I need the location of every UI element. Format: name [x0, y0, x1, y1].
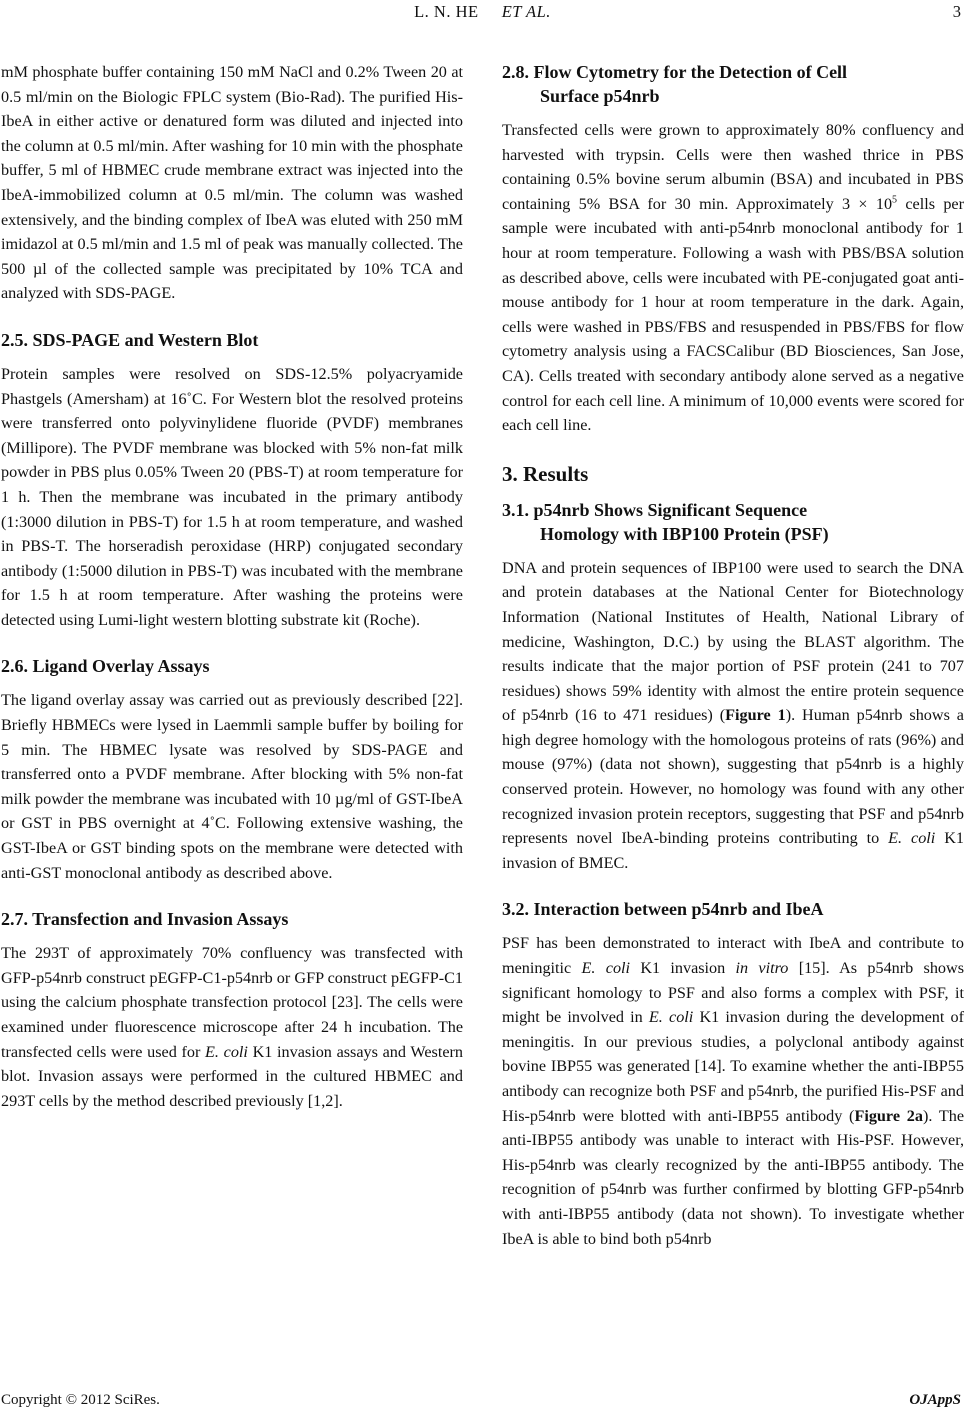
superscript-exponent: 5 — [892, 194, 898, 206]
section-2-7-text: The 293T of approximately 70% confluency was transfected with GFP-p54nrb construct pEGFP-C1-p54nrb or GFP construct pEGFP-C1 using the calcium phosphate transfection protocol [23]. The cells were examined under fluorescence microscope after 24 h incubation. The transfected cells were used for E. coli K1 invasion assays and Western blot. Invasion assays were performed in the cultured HBMEC and 293T cells by the method described previously [1,2]. — [1, 944, 463, 1110]
running-head — [0, 2, 965, 22]
species-name: E. coli — [205, 1042, 248, 1061]
running-head-authors: L. N. HE — [414, 2, 479, 21]
page-footer — [0, 1392, 965, 1414]
figure-1-ref: Figure 1 — [725, 706, 786, 725]
paragraph-continued: mM phosphate buffer containing 150 mM NaCl and 0.2% Tween 20 at 0.5 ml/min on the Biologic FPLC system (Bio-Rad). The purified His-IbeA in either active or denatured form was diluted and injected into the column at 0.5 ml/min. After washing for 10 min with the phosphate buffer, 5 ml of HBMEC crude membrane extract was injected into the IbeA-immobilized column at 0.5 ml/min. The column was washed extensively, and the binding complex of IbeA was eluted with 250 mM imidazol at 0.5 ml/min and 1.5 ml of peak was manually collected. The 500 µl of the collected sample was precipitated by 10% TCA and analyzed with SDS-PAGE. — [1, 63, 463, 303]
page-header — [0, 0, 965, 40]
copyright: Copyright © 2012 SciRes. — [1, 1392, 160, 1408]
section-2-8-text: Transfected cells were grown to approximately 80% confluency and harvested with trypsin. Cells were then washed thrice in PBS containing 0.5% bovine serum albumin (BSA) and incubated in PBS containing 5% BSA for 30 min. Approximately $3 \times 10^5$ cells per sample were incubated with anti-p54nrb monoclonal antibody for 1 hour at room temperature. Following a wash with PBS/BSA solution as described above, cells were incubated with PE-conjugated goat anti-mouse antibody for 1 hour at room temperature in the dark. Again, cells were washed in PBS/FBS and resuspended in PBS/FBS for flow cytometry analysis using a FACSCalibur (BD Biosciences, San Jose, CA). Cells treated with secondary antibody alone served as a negative control for each cell line. A minimum of 10,000 events were scored for each cell line. — [502, 121, 964, 435]
journal-name: OJAppS — [909, 1392, 961, 1408]
section-3-title: 3. Results — [502, 461, 589, 486]
section-2-6-title: 2.6. Ligand Overlay Assays — [1, 656, 210, 677]
section-3-1-text: DNA and protein sequences of IBP100 were used to search the DNA and protein databases at the National Center for Biotechnology Information (National Institutes of Health, National Library of medicine, Washington, D.C.) by using the BLAST algorithm. The results indicate that the major portion of PSF protein (241 to 707 residues) shows 59% identity with almost the entire protein sequence of p54nrb (16 to 471 residues) (Figure 1). Human p54nrb shows a high degree homology with the homologous proteins of rats (96%) and mouse (97%) (data not shown), suggesting that p54nrb is a highly conserved protein. However, no homology was found with any other recognized invasion protein receptors, suggesting that PSF and p54nrb represents novel IbeA-binding proteins contributing to E. coli K1 invasion of BMEC. — [502, 558, 964, 872]
in-vitro: in vitro — [735, 959, 789, 978]
section-3-2-text: PSF has been demonstrated to interact with IbeA and contribute to meningitic E. coli K1 invasion in vitro [15]. As p54nrb shows significant homology to PSF and also forms a complex with PSF, it might be involved in E. coli K1 invasion during the development of meningitis. In our previous studies, a polyclonal antibody against bovine IBP55 was generated [14]. To examine whether the anti-IBP55 antibody can recognize both PSF and p54nrb, the purified His-PSF and His-p54nrb were blotted with anti-IBP55 antibody (Figure 2a). The anti-IBP55 antibody was unable to interact with His-PSF. However, His-p54nrb was clearly recognized by the anti-IBP55 antibody. The recognition of p54nrb was further confirmed by blotting GFP-p54nrb with anti-IBP55 antibody (data not shown). To investigate whether IbeA is able to bind both p54nrb — [502, 934, 965, 1248]
running-head-etal: ET AL. — [501, 2, 551, 21]
section-2-5-text: Protein samples were resolved on SDS-12.5% polyacryamide Phastgels (Amersham) at 16˚C. For Western blot the resolved proteins were transferred onto polyvinylidene fluoride (PVDF) membranes (Millipore). The PVDF membrane was blocked with 5% non-fat milk powder in PBS plus 0.05% Tween 20 (PBS-T) at room temperature for 1 h. Then the membrane was incubated in the primary antibody (1:3000 dilution in PBS-T) for 1.5 h at room temperature, and washed in PBS-T. The horseradish peroxidase (HRP) conjugated secondary antibody (1:5000 dilution in PBS-T) was incubated with the membrane for 1.5 h at room temperature. After washing the proteins were detected using Lumi-light western blotting substrate kit (Roche). — [1, 364, 463, 629]
section-2-8-title: 2.8. Flow Cytometry for the Detection of Cell Surface p54nrb — [502, 62, 848, 106]
section-3-2-title: 3.2. Interaction between p54nrb and IbeA — [502, 899, 824, 920]
page-number: 3 — [952, 2, 961, 21]
left-column — [1, 60, 463, 1113]
right-column — [502, 60, 964, 1251]
section-2-7-title: 2.7. Transfection and Invasion Assays — [1, 909, 289, 930]
section-2-5-title: 2.5. SDS-PAGE and Western Blot — [1, 329, 259, 350]
section-2-6-text: The ligand overlay assay was carried out as previously described [22]. Briefly HBMECs were lysed in Laemmli sample buffer by boiling for 5 min. The HBMEC lysate was resolved by SDS-PAGE and transferred onto a PVDF membrane. After blocking with 5% non-fat milk powder the membrane was incubated with 10 µg/ml of GST-IbeA or GST in PBS overnight at 4˚C. Following extensive washing, the GST-IbeA or GST binding spots on the membrane were detected with anti-GST monoclonal antibody as described above. — [1, 691, 463, 882]
figure-2a-ref: Figure 2a — [854, 1106, 923, 1125]
section-3-1-title: 3.1. p54nrb Shows Significant Sequence Homology with IBP100 Protein (PSF) — [502, 499, 829, 544]
